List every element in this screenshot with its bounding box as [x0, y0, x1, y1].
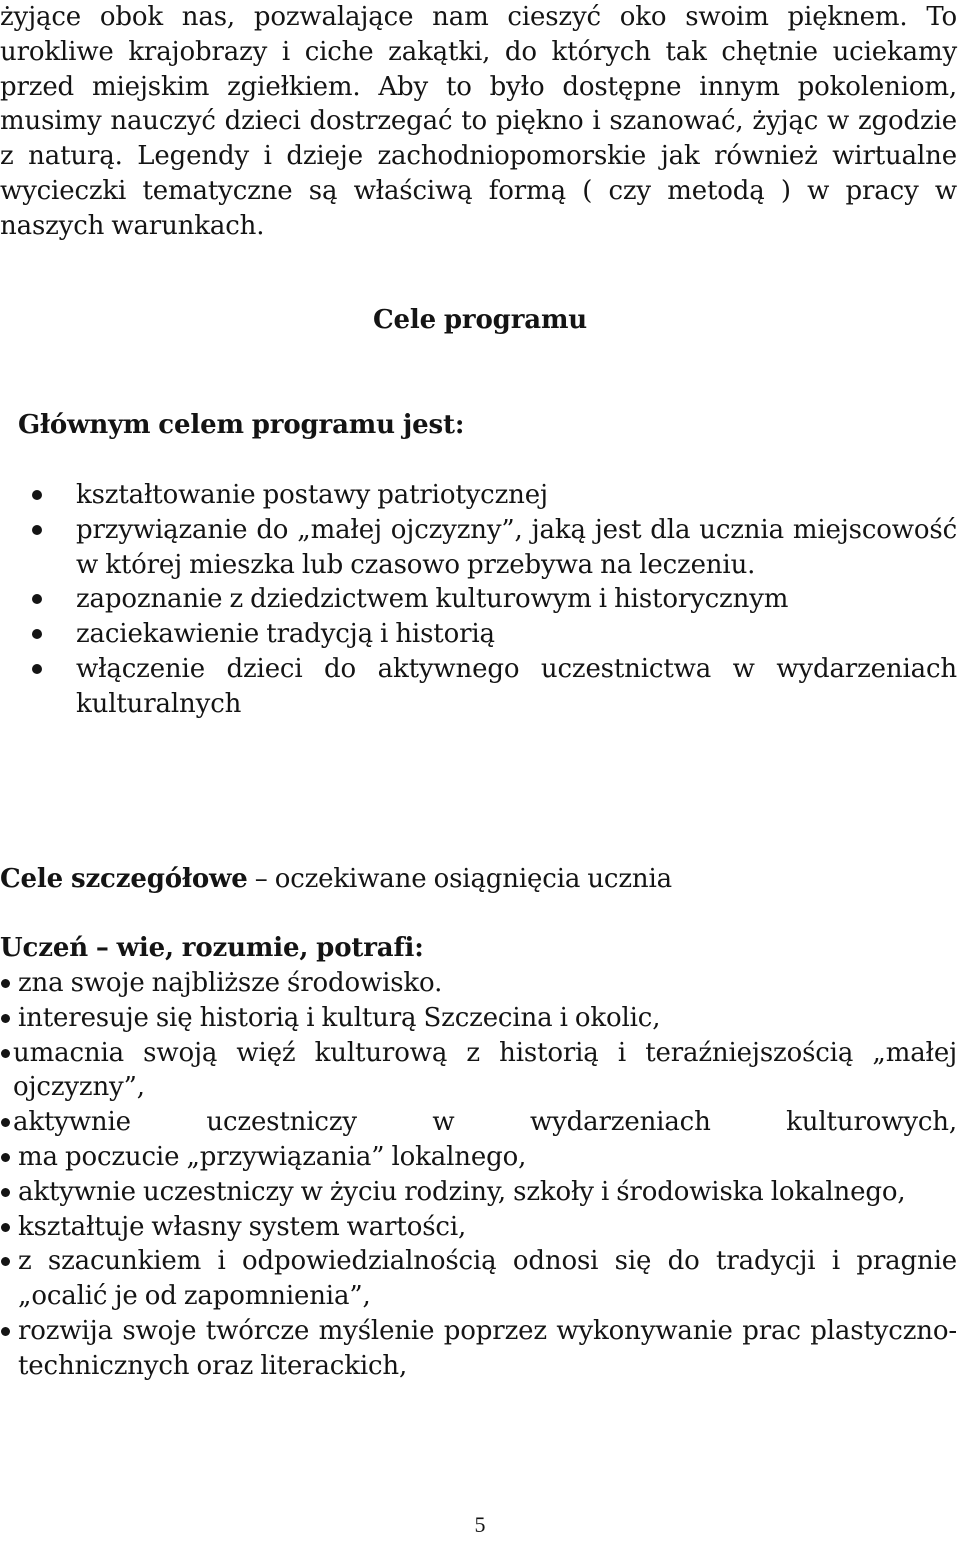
list-item [0, 478, 957, 513]
detailed-goals-title: Cele szczegółowe [0, 864, 248, 894]
bullet-icon [1, 1188, 10, 1197]
bullet-icon [32, 490, 42, 500]
student-heading: Uczeń – wie, rozumie, potrafi: [0, 933, 424, 963]
list-item [0, 1314, 957, 1384]
list-item [0, 652, 957, 722]
list-item-text: kształtowanie postawy patriotycznej [76, 480, 548, 510]
list-item [0, 1175, 957, 1210]
section-title-goals: Cele programu [372, 305, 588, 335]
intro-paragraph: żyjące obok nas, pozwalające nam cieszyć oko swoim pięknem. To urokliwe krajobrazy i ciche zakątki, do których tak chętnie uciekamy przed miejskim zgiełkiem. Aby to było dostępne innym pokoleniom, musimy nauczyć dzieci dostrzegać to piękno i szanować, żyjąc w zgodzie z naturą. Legendy i dzieje zachodniopomorskie jak również wirtualne wycieczki tematyczne są właściwą formą ( czy metodą ) w pracy w naszych warunkach. [0, 2, 957, 241]
bullet-icon [1, 1014, 10, 1023]
bullet-icon [1, 1049, 10, 1058]
bullet-icon [1, 1118, 10, 1127]
list-item-text: interesuje się historią i kulturą Szczecina i okolic, [18, 1002, 661, 1033]
list-item [0, 513, 957, 583]
list-item [0, 1210, 957, 1245]
detailed-goals-list [0, 966, 957, 1384]
list-item [0, 1244, 957, 1314]
bullet-icon [1, 1257, 10, 1266]
bullet-icon [1, 979, 10, 988]
list-item [0, 617, 957, 652]
list-item-text: zna swoje najbliższe środowisko. [18, 968, 443, 998]
bullet-icon [1, 1327, 10, 1336]
list-item [0, 1105, 957, 1140]
bullet-icon [1, 1153, 10, 1162]
list-item-text: włączenie dzieci do aktywnego uczestnictwa w wydarzeniach kulturalnych [76, 653, 957, 719]
list-item-text: z szacunkiem i odpowiedzialnością odnosi się do tradycji i pragnie „ocalić je od zapomnienia”, [18, 1246, 957, 1312]
main-goal-heading: Głównym celem programu jest: [18, 410, 465, 440]
list-item [0, 1001, 957, 1036]
list-item-text: zapoznanie z dziedzictwem kulturowym i historycznym [76, 584, 789, 615]
detailed-goals-heading [0, 862, 957, 897]
list-item [0, 966, 957, 1001]
list-item-text: zaciekawienie tradycją i historią [76, 619, 495, 650]
list-item-text: przywiązanie do „małej ojczyzny”, jaką jest dla ucznia miejscowość w której mieszka lub czasowo przebywa na leczeniu. [76, 514, 957, 580]
list-item [0, 1140, 957, 1175]
list-item [0, 582, 957, 617]
detailed-goals-subtitle: – oczekiwane osiągnięcia ucznia [247, 864, 673, 894]
main-goals-list [0, 478, 957, 722]
bullet-icon [32, 594, 42, 604]
bullet-icon [32, 664, 42, 674]
page-number: 5 [474, 1512, 486, 1537]
bullet-icon [32, 629, 42, 639]
list-item-text: kształtuje własny system wartości, [18, 1211, 467, 1242]
list-item-text: aktywnie uczestniczy w życiu rodziny, szkoły i środowiska lokalnego, [18, 1176, 906, 1207]
list-item-text: aktywnie uczestniczy w wydarzeniach kulturowych, [13, 1107, 957, 1138]
bullet-icon [32, 525, 42, 535]
list-item-text: umacnia swoją więź kulturową z historią i teraźniejszością „małej ojczyzny”, [13, 1037, 957, 1103]
bullet-icon [1, 1223, 10, 1232]
list-item-text: rozwija swoje twórcze myślenie poprzez wykonywanie prac plastyczno-technicznych oraz literackich, [18, 1315, 957, 1381]
list-item [0, 1036, 957, 1106]
list-item-text: ma poczucie „przywiązania” lokalnego, [18, 1141, 527, 1172]
